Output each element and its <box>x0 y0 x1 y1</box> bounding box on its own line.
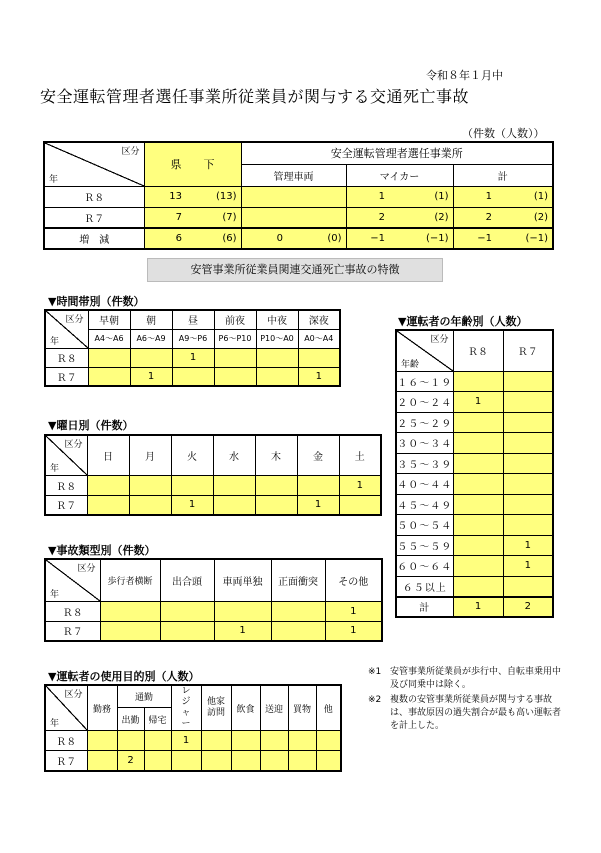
day-cell <box>129 495 171 515</box>
time-range: A0～A4 <box>298 329 340 348</box>
purpose-cell <box>87 731 117 751</box>
table-row <box>396 556 553 577</box>
type-cell: 1 <box>325 621 382 641</box>
cell-pref: 6 <box>144 228 185 249</box>
type-header: 正面衝突 <box>271 559 325 601</box>
day-cell <box>297 475 339 495</box>
day-cell: 1 <box>297 495 339 515</box>
age-cell-r8 <box>453 433 503 454</box>
cell-total-p: (−1) <box>495 228 553 249</box>
purpose-table <box>44 684 342 772</box>
cell-kanri-p <box>286 207 346 228</box>
table-row <box>396 412 553 433</box>
age-header-r7: Ｒ７ <box>503 330 553 371</box>
age-cell-r7 <box>503 515 553 536</box>
day-cell <box>87 475 129 495</box>
type-table-title: ▼事故類型別（件数） <box>48 544 156 557</box>
purpose-cell <box>171 751 201 771</box>
type-header: 車両単独 <box>214 559 271 601</box>
table-row <box>45 367 340 386</box>
sub-header-mycar: マイカー <box>346 164 453 186</box>
age-cell-r8 <box>453 556 503 577</box>
time-cell <box>214 348 256 367</box>
age-cell-r7 <box>503 576 553 597</box>
purpose-header-food: 飲食 <box>231 685 260 731</box>
section-banner <box>147 258 443 282</box>
table-row <box>396 371 553 392</box>
unit-note: （件数（人数）） <box>462 127 545 140</box>
time-cell: 1 <box>298 367 340 386</box>
purpose-cell <box>316 731 341 751</box>
row-label: Ｒ７ <box>45 495 87 515</box>
age-cell-r8 <box>453 412 503 433</box>
age-label: 計 <box>396 597 453 618</box>
age-cell-r8: 1 <box>453 392 503 413</box>
age-cell-r7: 1 <box>503 556 553 577</box>
age-cell-r7 <box>503 371 553 392</box>
type-cell <box>271 621 325 641</box>
purpose-cell <box>288 731 316 751</box>
age-cell-r7 <box>503 433 553 454</box>
purpose-cell <box>144 731 171 751</box>
notes <box>368 666 568 733</box>
cell-total-p: (1) <box>495 186 553 207</box>
purpose-header-leisure: レジャー <box>171 685 201 731</box>
time-header: 朝 <box>130 310 172 329</box>
day-cell <box>213 495 255 515</box>
day-header: 水 <box>213 435 255 475</box>
day-header: 土 <box>339 435 381 475</box>
age-cell-r8 <box>453 494 503 515</box>
day-cell: 1 <box>339 475 381 495</box>
day-cell <box>129 475 171 495</box>
table-row <box>45 731 341 751</box>
cell-pref: 7 <box>144 207 185 228</box>
main-corner: 区分 年 <box>44 142 144 186</box>
age-cell-r7 <box>503 474 553 495</box>
age-label: ４０～４４ <box>396 474 453 495</box>
note-text: 安管事業所従業員が歩行中、自転車乗用中及び同乗中は除く。 <box>390 667 562 690</box>
purpose-cell <box>144 751 171 771</box>
time-cell: 1 <box>130 367 172 386</box>
day-table <box>44 434 382 516</box>
cell-mycar: 1 <box>346 186 388 207</box>
cell-kanri: 0 <box>241 228 286 249</box>
row-label: Ｒ８ <box>45 601 100 621</box>
purpose-cell <box>117 731 144 751</box>
row-label: 増 減 <box>44 228 144 249</box>
type-corner: 区分 年 <box>45 559 100 601</box>
table-row <box>396 433 553 454</box>
age-cell-r8 <box>453 515 503 536</box>
age-table-title: ▼運転者の年齢別（人数） <box>398 315 528 328</box>
age-label: ３５～３９ <box>396 453 453 474</box>
age-cell-r7: 1 <box>503 535 553 556</box>
cell-pref-p: (7) <box>185 207 241 228</box>
purpose-cell <box>260 751 288 771</box>
cell-total: 2 <box>453 207 495 228</box>
purpose-cell <box>231 751 260 771</box>
cell-mycar: −1 <box>346 228 388 249</box>
note-mark: ※1 <box>368 667 382 677</box>
table-row <box>396 453 553 474</box>
time-header: 早朝 <box>88 310 130 329</box>
age-label: ３０～３４ <box>396 433 453 454</box>
note-text: 複数の安管事業所従業員が関与する事故は、事故原因の過失割合が最も高い運転者を計上した。 <box>390 695 562 731</box>
age-cell-r7 <box>503 494 553 515</box>
purpose-cell: 2 <box>117 751 144 771</box>
sub-header-total: 計 <box>453 164 553 186</box>
cell-total: 1 <box>453 186 495 207</box>
time-range: A9～P6 <box>172 329 214 348</box>
table-row <box>45 621 382 641</box>
cell-kanri-p: (0) <box>286 228 346 249</box>
type-cell <box>214 601 271 621</box>
table-row <box>44 228 553 249</box>
time-cell <box>298 348 340 367</box>
type-cell: 1 <box>214 621 271 641</box>
row-label: Ｒ８ <box>45 475 87 495</box>
cell-mycar-p: (1) <box>388 186 453 207</box>
type-cell <box>160 601 214 621</box>
col-pref-header: 県 下 <box>144 142 241 186</box>
page-title: 安全運転管理者選任事業所従業員が関与する交通死亡事故 <box>40 87 470 106</box>
table-row <box>396 474 553 495</box>
sub-header-kanri: 管理車両 <box>241 164 346 186</box>
report-date: 令和８年１月中 <box>426 69 503 82</box>
purpose-cell <box>201 731 231 751</box>
time-cell <box>172 367 214 386</box>
age-label: ６５以上 <box>396 576 453 597</box>
age-cell-r7: 2 <box>503 597 553 618</box>
cell-mycar-p: (−1) <box>388 228 453 249</box>
day-cell <box>87 495 129 515</box>
table-row <box>45 348 340 367</box>
type-table <box>44 558 383 642</box>
age-cell-r8 <box>453 535 503 556</box>
purpose-header-shop: 買物 <box>288 685 316 731</box>
table-row <box>396 392 553 413</box>
age-cell-r8: 1 <box>453 597 503 618</box>
age-label: １６～１９ <box>396 371 453 392</box>
time-header: 中夜 <box>256 310 298 329</box>
day-cell <box>213 475 255 495</box>
age-header-r8: Ｒ８ <box>453 330 503 371</box>
table-row <box>396 597 553 618</box>
purpose-header-visit: 他家訪問 <box>201 685 231 731</box>
type-cell <box>100 601 160 621</box>
age-label: ５５～５９ <box>396 535 453 556</box>
purpose-header-go: 出勤 <box>117 708 144 731</box>
age-label: ４５～４９ <box>396 494 453 515</box>
day-cell <box>255 495 297 515</box>
table-row <box>44 186 553 207</box>
table-row <box>396 515 553 536</box>
row-label: Ｒ７ <box>45 751 87 771</box>
time-range: A4～A6 <box>88 329 130 348</box>
type-header: その他 <box>325 559 382 601</box>
type-header: 出合頭 <box>160 559 214 601</box>
day-cell: 1 <box>171 495 213 515</box>
cell-pref-p: (13) <box>185 186 241 207</box>
age-cell-r7 <box>503 392 553 413</box>
age-label: ５０～５４ <box>396 515 453 536</box>
age-cell-r8 <box>453 453 503 474</box>
age-table <box>395 329 554 618</box>
purpose-header-commute: 通勤 <box>117 685 171 708</box>
row-label: Ｒ８ <box>45 731 87 751</box>
purpose-cell <box>288 751 316 771</box>
purpose-header-back: 帰宅 <box>144 708 171 731</box>
time-range: P10～A0 <box>256 329 298 348</box>
time-header: 深夜 <box>298 310 340 329</box>
note-mark: ※2 <box>368 695 382 705</box>
age-label: ２５～２９ <box>396 412 453 433</box>
age-cell-r8 <box>453 371 503 392</box>
age-corner: 区分 年齢 <box>396 330 453 371</box>
time-cell <box>88 348 130 367</box>
time-cell: 1 <box>172 348 214 367</box>
cell-mycar-p: (2) <box>388 207 453 228</box>
type-cell <box>271 601 325 621</box>
day-cell <box>171 475 213 495</box>
row-label: Ｒ８ <box>45 348 88 367</box>
cell-mycar: 2 <box>346 207 388 228</box>
day-header: 月 <box>129 435 171 475</box>
cell-total: −1 <box>453 228 495 249</box>
day-header: 金 <box>297 435 339 475</box>
time-cell <box>214 367 256 386</box>
age-cell-r8 <box>453 474 503 495</box>
day-header: 火 <box>171 435 213 475</box>
cell-kanri-p <box>286 186 346 207</box>
time-table-title: ▼時間帯別（件数） <box>48 295 145 308</box>
note-1 <box>368 666 568 692</box>
group-header: 安全運転管理者選任事業所 <box>241 142 553 164</box>
time-cell <box>256 367 298 386</box>
section-banner-label: 安管事業所従業員関連交通死亡事故の特徴 <box>190 263 400 276</box>
row-label: Ｒ７ <box>45 367 88 386</box>
purpose-header-send: 送迎 <box>260 685 288 731</box>
time-header: 前夜 <box>214 310 256 329</box>
age-label: ２０～２４ <box>396 392 453 413</box>
purpose-cell <box>231 731 260 751</box>
time-cell <box>256 348 298 367</box>
age-label: ６０～６４ <box>396 556 453 577</box>
row-label: Ｒ８ <box>44 186 144 207</box>
note-2 <box>368 694 568 733</box>
cell-pref: 13 <box>144 186 185 207</box>
time-range: A6～A9 <box>130 329 172 348</box>
purpose-cell <box>201 751 231 771</box>
time-header: 昼 <box>172 310 214 329</box>
table-row <box>396 535 553 556</box>
day-table-title: ▼曜日別（件数） <box>48 419 134 432</box>
purpose-cell <box>87 751 117 771</box>
cell-kanri <box>241 186 286 207</box>
purpose-cell <box>260 731 288 751</box>
day-corner: 区分 年 <box>45 435 87 475</box>
table-row <box>45 475 381 495</box>
purpose-table-title: ▼運転者の使用目的別（人数） <box>48 670 200 683</box>
row-label: Ｒ７ <box>44 207 144 228</box>
time-range: P6～P10 <box>214 329 256 348</box>
day-cell <box>255 475 297 495</box>
day-cell <box>339 495 381 515</box>
table-row <box>45 601 382 621</box>
purpose-cell: 1 <box>171 731 201 751</box>
row-label: Ｒ７ <box>45 621 100 641</box>
purpose-header-other: 他 <box>316 685 341 731</box>
time-table <box>44 309 341 387</box>
table-row <box>396 576 553 597</box>
time-cell <box>130 348 172 367</box>
day-header: 木 <box>255 435 297 475</box>
table-row <box>396 494 553 515</box>
type-cell: 1 <box>325 601 382 621</box>
cell-kanri <box>241 207 286 228</box>
age-cell-r7 <box>503 453 553 474</box>
cell-pref-p: (6) <box>185 228 241 249</box>
time-cell <box>88 367 130 386</box>
time-corner: 区分 年 <box>45 310 88 348</box>
main-summary-table <box>43 141 554 250</box>
type-header: 歩行者横断 <box>100 559 160 601</box>
age-cell-r7 <box>503 412 553 433</box>
table-row <box>44 207 553 228</box>
purpose-header-work: 勤務 <box>87 685 117 731</box>
table-row <box>45 495 381 515</box>
cell-total-p: (2) <box>495 207 553 228</box>
type-cell <box>160 621 214 641</box>
table-row <box>45 751 341 771</box>
day-header: 日 <box>87 435 129 475</box>
purpose-cell <box>316 751 341 771</box>
age-cell-r8 <box>453 576 503 597</box>
purpose-corner: 区分 年 <box>45 685 87 731</box>
type-cell <box>100 621 160 641</box>
